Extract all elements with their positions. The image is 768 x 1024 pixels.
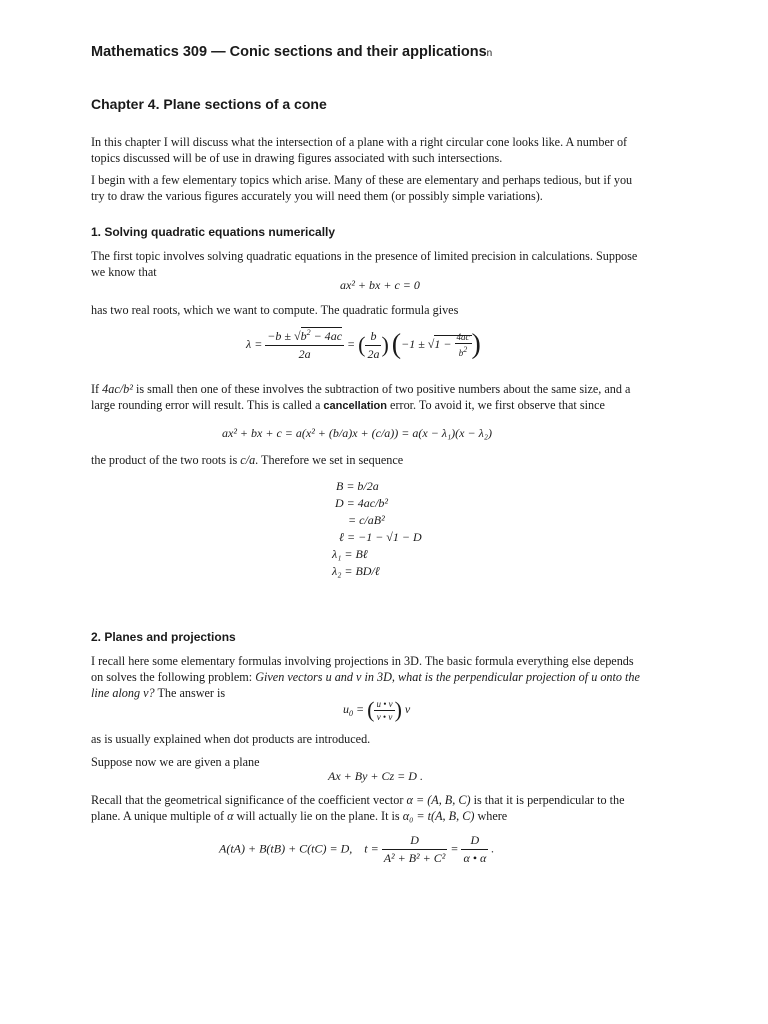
equation-projection: $u_0$ = ( $\frac{u • v}{v • v}$ ) v [343,697,411,722]
text-line: I begin with a few elementary topics which arise. Many of these are elementary and perhaps tedious, but if you [91,173,633,187]
text: . Therefore we set in sequence [255,453,404,467]
text-line: In this chapter I will discuss what the intersection of a plane with a right circular cone looks like. A number of [91,135,628,149]
text-italic: line along v? [91,686,155,700]
math-inline: 4ac/b² [102,382,133,396]
fraction: $\frac{b}{2a}$ [367,328,380,361]
text: If [91,382,103,396]
numerator: D [382,833,448,850]
sequence-line: = c/aB² [348,513,385,527]
equation-part: A(tA) + B(tB) + C(tC) = D, [219,841,353,856]
intro-paragraph-1 [91,134,681,166]
denominator: A² + B² + C² [383,851,446,865]
text-line: we know that [91,265,157,279]
section1-paragraph-3 [91,381,681,414]
section2-paragraph-3: Suppose now we are given a plane [91,755,260,769]
text: where [474,809,508,823]
title-suffix: n [486,48,493,59]
text: is small then one of these involves the subtraction of two positive numbers about the same size, and a [132,382,631,396]
sequence-line: B = b/2a [336,479,379,493]
chapter-title: Chapter 4. Plane sections of a cone [91,96,327,112]
section1-paragraph-2: has two real roots, which we want to compute. The quadratic formula gives [91,303,459,317]
numerator: D [461,833,488,850]
section-heading-2: 2. Planes and projections [91,630,236,644]
intro-paragraph-2 [91,172,681,204]
text-italic: Given vectors u and v in 3D, what is the perpendicular projection of u onto the [255,670,640,684]
section2-paragraph-2: as is usually explained when dot products are introduced. [91,732,371,746]
text-line: topics discussed will be of use in drawing figures associated with such intersections. [91,151,503,165]
math-inline: α = (A, B, C) [406,793,471,807]
sequence-line: D = 4ac/b² [335,496,389,510]
text: plane. A unique multiple of [91,809,228,823]
equation-quadratic: ax² + bx + c = 0 [340,278,420,292]
math-inline: c/a [240,453,256,467]
text: will actually lie on the plane. It is [233,809,403,823]
text: Recall that the geometrical significance of the coefficient vector [91,793,407,807]
text-line: The first topic involves solving quadratic equations in the presence of limited precision in calculations. Suppose [91,249,638,263]
text: The answer is [154,686,226,700]
equation-sequence [331,478,422,580]
text-line: I recall here some elementary formulas involving projections in 3D. The basic formula everything else depends [91,654,634,668]
math-inline: α [227,809,234,823]
page-title [91,44,492,60]
section1-paragraph-4 [91,452,681,468]
text-line [91,669,681,685]
section2-paragraph-4 [91,792,681,824]
text-line [91,381,681,397]
math-inline: α₀ = t(A, B, C) [402,809,475,823]
fraction [461,833,488,866]
equation-quadratic-formula: λ = $\frac{-b \pm √b^2 - 4ac}{2a}$ = ( $\frac{b}{2a}$ ) (−1 ± √1 − $\frac{4ac}{b^2}$ ) [246,328,481,361]
text: large rounding error will result. This is called a [91,398,324,412]
text-line [91,808,681,824]
sequence-line: λ₂ = BD/ℓ [332,564,380,578]
text-line [91,397,681,414]
text: is that it is perpendicular to the [470,793,625,807]
section2-paragraph-1 [91,653,681,701]
equation-part: t = [364,841,379,856]
text: on solves the following problem: [91,670,256,684]
fraction [382,833,448,866]
text-line [91,792,681,808]
fraction: $\frac{u • v}{v • v}$ [376,698,393,722]
section1-paragraph-1 [91,248,681,280]
title-text: Mathematics 309 — Conic sections and their applications [91,44,487,60]
denominator: α • α [463,851,487,865]
section-heading-1: 1. Solving quadratic equations numerically [91,225,336,239]
sequence-line: λ₁ = Bℓ [332,547,368,561]
equation-plane-multiple: A(tA) + B(tB) + C(tC) = D, t = $\frac{D}{\text{A² + B² + C²}}$ = $\frac{D}{\alpha • \alpha}$ . [219,833,495,865]
fraction: $\frac{4ac}{b^2}$ [456,332,470,358]
term-cancellation: cancellation [323,400,387,412]
fraction: $\frac{-b \pm √b^2 - 4ac}{2a}$ [267,328,343,361]
sequence-line: ℓ = −1 − √1 − D [339,530,422,544]
equation-factorization: ax² + bx + c = a(x² + (b/a)x + (c/a)) = a(x − λ₁)(x − λ₂) [222,426,492,440]
text: the product of the two roots is [91,453,241,467]
text-line: try to draw the various figures accurately you will need them (or possibly simple variations). [91,189,543,203]
text: error. To avoid it, we first observe that since [387,398,605,412]
equation-plane: Ax + By + Cz = D . [328,769,423,783]
